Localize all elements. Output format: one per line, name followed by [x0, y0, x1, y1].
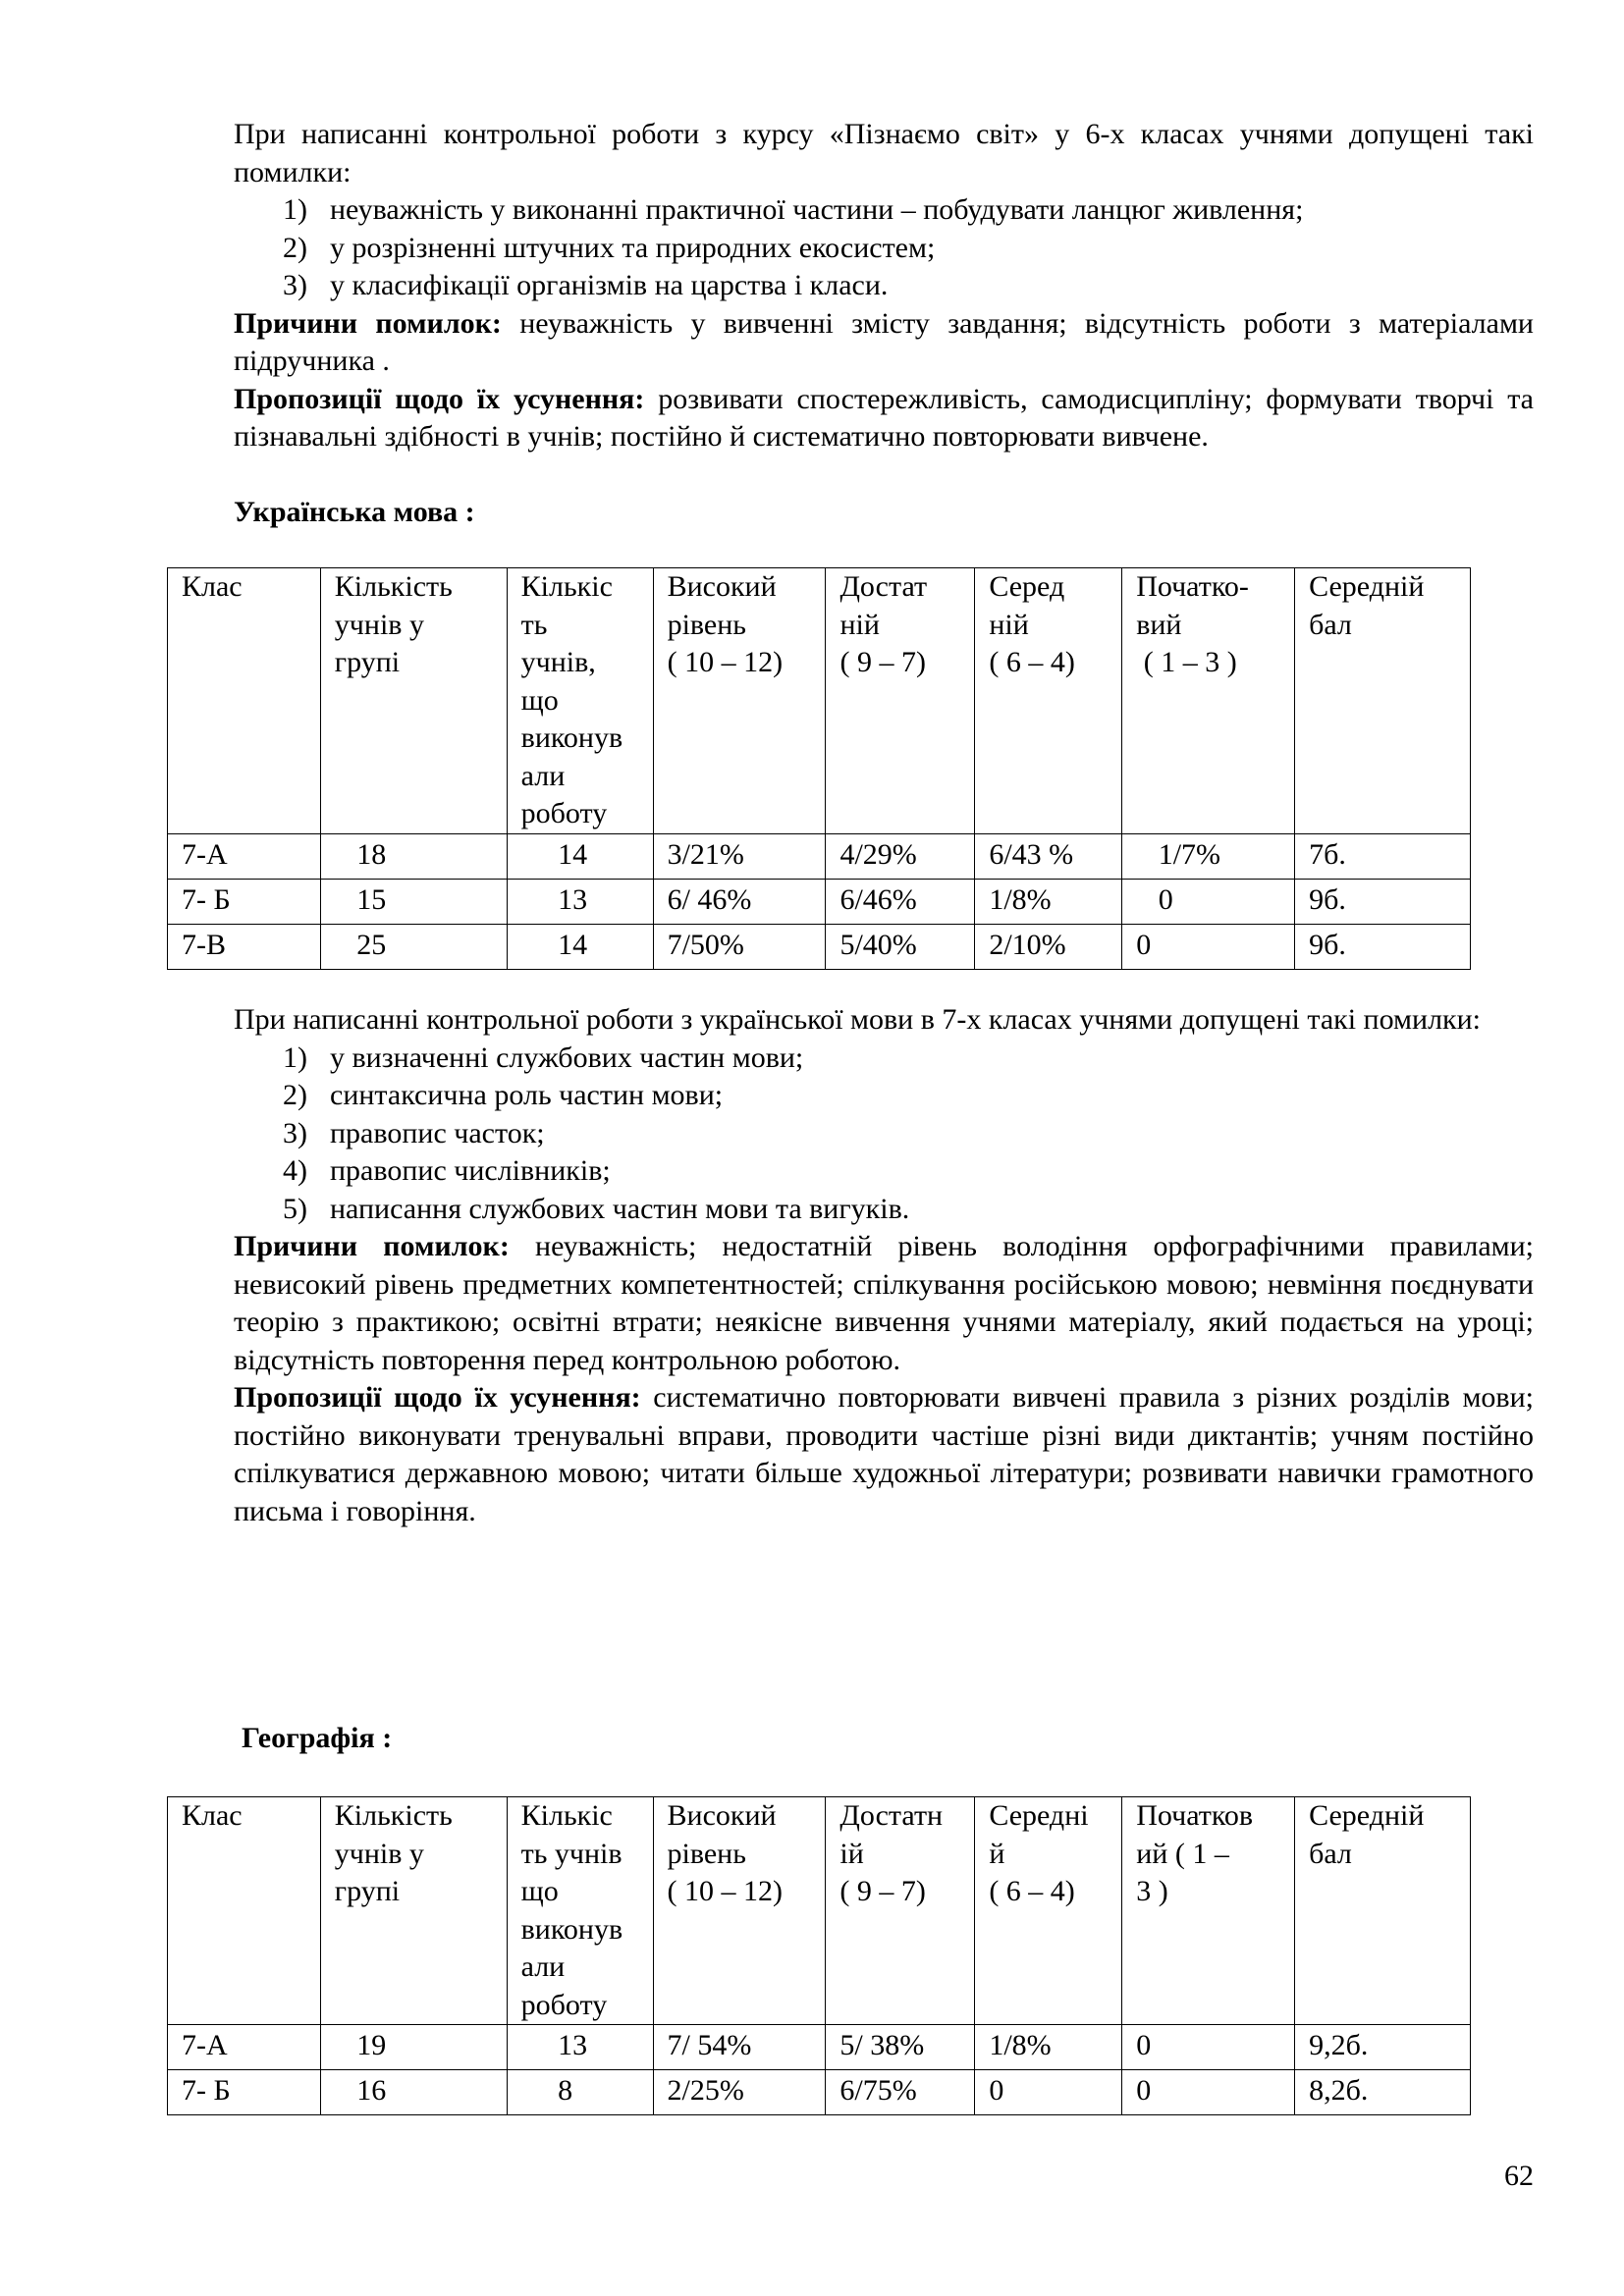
column-header: Клас — [168, 1797, 321, 2025]
list-item: 3) у класифікації організмів на царства і класи. — [283, 269, 889, 301]
table-header-row — [168, 1797, 1471, 2025]
column-header: Клас — [168, 568, 321, 834]
table-cell: 13 — [507, 2025, 653, 2070]
page-body — [234, 116, 1534, 531]
column-header: Середній бал — [1295, 1797, 1471, 2025]
table-cell: 1/8% — [975, 2025, 1122, 2070]
list-item: 1) у визначенні службових частин мови; — [283, 1041, 804, 1074]
list-item: 3) правопис часток; — [283, 1116, 545, 1149]
table-cell: 14 — [507, 924, 653, 969]
column-header: Кількіс ть учнів, що виконув али роботу — [507, 568, 653, 834]
table-cell: 5/ 38% — [826, 2025, 975, 2070]
table-cell: 6/46% — [826, 879, 975, 924]
ukr-lang-analysis — [234, 1001, 1534, 1530]
table-row — [168, 924, 1471, 969]
table-cell: 0 — [1122, 879, 1295, 924]
table-cell: 0 — [975, 2070, 1122, 2115]
geography-section — [242, 1720, 1542, 1758]
table-cell: 7-А — [168, 833, 321, 879]
section1-intro: При написанні контрольної роботи з курсу «Пізнаємо світ» у 6-х класах учнями допущені такі помилки: — [234, 118, 1534, 188]
ukr-lang-heading: Українська мова : — [234, 495, 475, 528]
table-cell: 2/10% — [975, 924, 1122, 969]
column-header: Початков ий ( 1 – 3 ) — [1122, 1797, 1295, 2025]
table-row — [168, 879, 1471, 924]
table-cell: 13 — [507, 879, 653, 924]
table-cell: 7/50% — [653, 924, 826, 969]
column-header: Кількість учнів у групі — [320, 568, 507, 834]
table-cell: 4/29% — [826, 833, 975, 879]
table-row — [168, 833, 1471, 879]
ukr-lang-error-list — [234, 1040, 1534, 1229]
table-cell: 7/ 54% — [653, 2025, 826, 2070]
table-cell: 6/ 46% — [653, 879, 826, 924]
column-header: Серед ній ( 6 – 4) — [975, 568, 1122, 834]
table-cell: 8,2б. — [1295, 2070, 1471, 2115]
table-row — [168, 2070, 1471, 2115]
table-cell: 6/75% — [826, 2070, 975, 2115]
geography-results-table — [167, 1796, 1471, 2115]
page-number: 62 — [1504, 2160, 1534, 2192]
column-header: Середні й ( 6 – 4) — [975, 1797, 1122, 2025]
section1-error-list — [234, 191, 1534, 305]
column-header: Достатн ій ( 9 – 7) — [826, 1797, 975, 2025]
table-cell: 7- Б — [168, 879, 321, 924]
column-header: Високий рівень ( 10 – 12) — [653, 568, 826, 834]
table-cell: 6/43 % — [975, 833, 1122, 879]
section1-causes: Причини помилок: неуважність у вивченні змісту завдання; відсутність роботи з матеріалами підручника . — [234, 306, 1534, 377]
table-cell: 0 — [1122, 924, 1295, 969]
list-item: 5) написання службових частин мови та вигуків. — [283, 1192, 910, 1225]
table-cell: 15 — [320, 879, 507, 924]
table-cell: 1/7% — [1122, 833, 1295, 879]
table-cell: 9б. — [1295, 924, 1471, 969]
column-header: Кількіс ть учнів що виконув али роботу — [507, 1797, 653, 2025]
geography-heading: Географія : — [242, 1722, 393, 1754]
column-header: Високий рівень ( 10 – 12) — [653, 1797, 826, 2025]
list-item: 1) неуважність у виконанні практичної частини – побудувати ланцюг живлення; — [283, 193, 1304, 226]
table-cell: 25 — [320, 924, 507, 969]
table-cell: 16 — [320, 2070, 507, 2115]
ukr-lang-intro: При написанні контрольної роботи з української мови в 7-х класах учнями допущені такі помилки: — [234, 1003, 1482, 1036]
list-item: 2) синтаксична роль частин мови; — [283, 1079, 724, 1111]
ukr-lang-results-table — [167, 567, 1471, 970]
section1-proposals: Пропозиції щодо їх усунення: розвивати спостережливість, самодисципліну; формувати творчі та пізнавальні здібності в учнів; постійно й систематично повторювати вивчене. — [234, 382, 1534, 453]
table-cell: 19 — [320, 2025, 507, 2070]
ukr-lang-causes: Причини помилок: неуважність; недостатній рівень володіння орфографічними правилами; невисокий рівень предметних компетентностей; спілкування російською мовою; невміння поєднувати теорію з практикою; освітні втрати; неякісне вивчення учнями матеріалу, який подається на уроці; відсутність повторення перед контрольною роботою. — [234, 1230, 1535, 1376]
table-cell: 0 — [1122, 2070, 1295, 2115]
table-cell: 7-А — [168, 2025, 321, 2070]
table-cell: 7-В — [168, 924, 321, 969]
table-cell: 7- Б — [168, 2070, 321, 2115]
table-cell: 18 — [320, 833, 507, 879]
table-cell: 8 — [507, 2070, 653, 2115]
column-header: Початко- вий ( 1 – 3 ) — [1122, 568, 1295, 834]
list-item: 2) у розрізненні штучних та природних екосистем; — [283, 231, 936, 264]
table-cell: 3/21% — [653, 833, 826, 879]
ukr-lang-proposals: Пропозиції щодо їх усунення: систематично повторювати вивчені правила з різних розділів мови; постійно виконувати тренувальні вправи, проводити частіше різні види диктантів; учням постійно спілкуватися державною мовою; читати більше художньої літератури; розвивати навички грамотного письма і говоріння. — [234, 1381, 1534, 1527]
column-header: Достат ній ( 9 – 7) — [826, 568, 975, 834]
table-cell: 9,2б. — [1295, 2025, 1471, 2070]
table-cell: 5/40% — [826, 924, 975, 969]
table-cell: 2/25% — [653, 2070, 826, 2115]
table-cell: 0 — [1122, 2025, 1295, 2070]
table-cell: 14 — [507, 833, 653, 879]
table-row — [168, 2025, 1471, 2070]
table-cell: 7б. — [1295, 833, 1471, 879]
table-cell: 1/8% — [975, 879, 1122, 924]
table-header-row — [168, 568, 1471, 834]
table-cell: 9б. — [1295, 879, 1471, 924]
column-header: Кількість учнів у групі — [320, 1797, 507, 2025]
column-header: Середній бал — [1295, 568, 1471, 834]
list-item: 4) правопис числівників; — [283, 1154, 611, 1187]
